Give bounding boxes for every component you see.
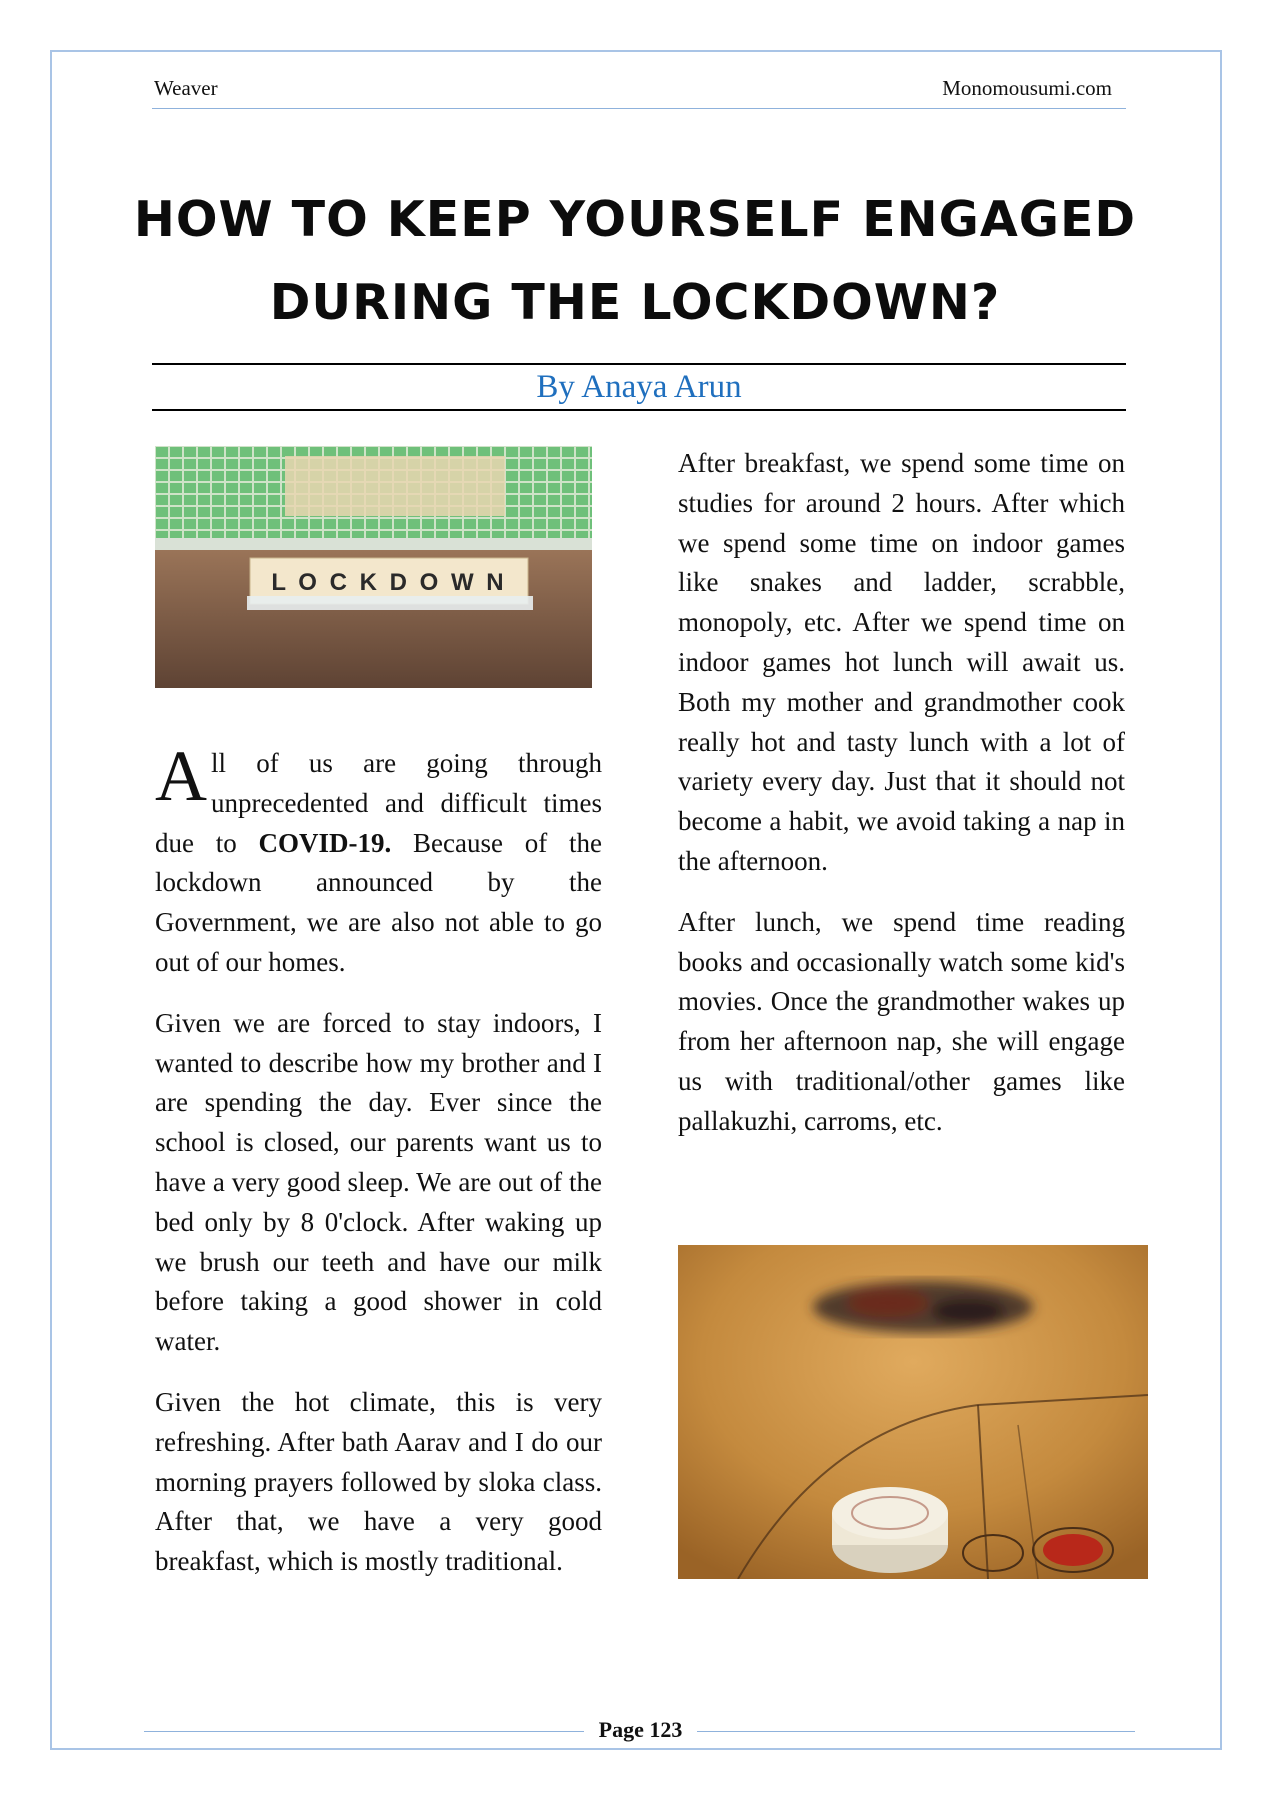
scrabble-tile-text: L O C K D O W N xyxy=(271,569,507,596)
carrom-illustration xyxy=(678,1245,1148,1579)
title-line-2: DURING THE LOCKDOWN? xyxy=(269,274,1001,331)
paragraph-5: After lunch, we spend time reading books and occasionally watch some kid's movies. Once the grandmother wakes up from her afternoon nap, she will engage us with traditional/other games like pallakuzhi, carroms, etc. xyxy=(678,906,1125,1136)
footer-divider-right xyxy=(697,1731,1135,1732)
paragraph-1-text-b: Because of the lockdown announced by the Government, we are also not able to go out of our homes. xyxy=(155,827,602,977)
header-divider xyxy=(152,108,1126,109)
left-column xyxy=(155,736,602,1603)
byline-rule-bottom xyxy=(152,409,1126,411)
article-title xyxy=(130,178,1140,344)
title-line-1: HOW TO KEEP YOURSELF ENGAGED xyxy=(133,191,1137,248)
header-publication: Weaver xyxy=(154,76,218,100)
paragraph-3: Given the hot climate, this is very refreshing. After bath Aarav and I do our morning prayers followed by sloka class. After that, we have a very good breakfast, which is mostly traditional. xyxy=(155,1386,602,1577)
paragraph-1 xyxy=(155,736,602,983)
covid-emphasis: COVID-19. xyxy=(258,827,392,858)
right-column xyxy=(678,444,1125,1163)
scrabble-illustration xyxy=(155,446,592,688)
paragraph-1-text-a: ll of us are going through unprecedented and difficult times due to xyxy=(155,748,602,858)
drop-cap: A xyxy=(155,736,207,816)
paragraph-4: After breakfast, we spend some time on studies for around 2 hours. After which we spend some time on indoor games like snakes and ladder, scrabble, monopoly, etc. After we spend time on indoor games hot lunch will await us. Both my mother and grandmother cook really hot and tasty lunch with a lot of variety every day. Just that it should not become a habit, we avoid taking a nap in the afternoon. xyxy=(678,448,1125,876)
byline-rule-top xyxy=(152,363,1126,365)
paragraph-2: Given we are forced to stay indoors, I wanted to describe how my brother and I are spending the day. Ever since the school is closed, our parents want us to have a very good sleep. We are out of the bed only by 8 0'clock. After waking up we brush our teeth and have our milk before taking a good shower in cold water. xyxy=(155,1007,602,1357)
page-number: Page 123 xyxy=(598,1717,683,1742)
header-website: Monomousumi.com xyxy=(942,76,1112,100)
scrabble-lockdown-photo xyxy=(155,446,592,688)
carrom-board-photo xyxy=(678,1245,1148,1579)
footer-divider-left xyxy=(144,1731,584,1732)
byline: By Anaya Arun xyxy=(536,369,742,405)
